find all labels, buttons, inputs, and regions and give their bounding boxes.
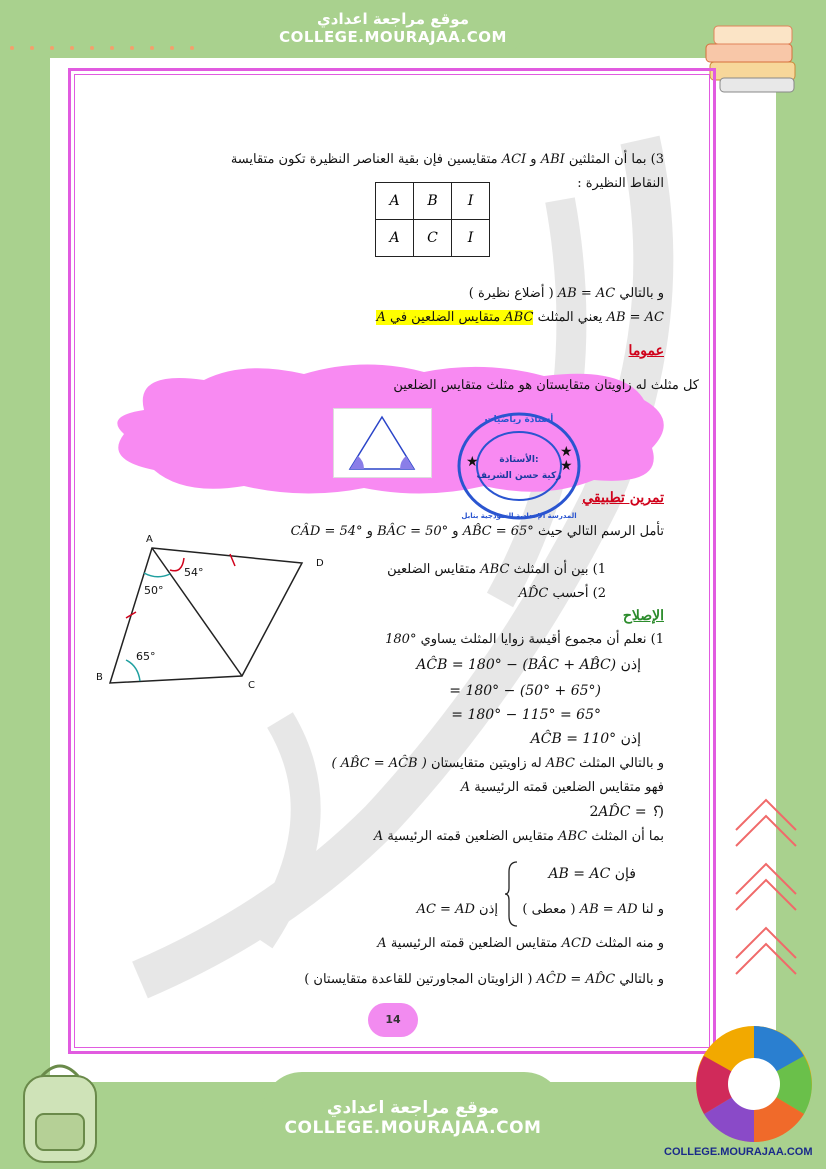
isosceles-triangle-figure (333, 408, 432, 478)
exercise-intro: تأمل الرسم التالي حيث AB̂C = 65° و BÂC = 50° و CÂD = 54° (290, 524, 664, 539)
solution-line3: = 180° − (50° + 65°) (449, 683, 601, 699)
table-cell: A (376, 220, 414, 257)
exercise-heading: تمرين تطبيقي (582, 490, 664, 506)
svg-text:★: ★ (560, 444, 573, 460)
decorative-dots (8, 40, 198, 56)
table-cell: I (452, 220, 490, 257)
angle-65: 65° (136, 650, 156, 663)
header-site-en[interactable]: COLLEGE.MOURAJAA.COM (279, 28, 507, 46)
solution-line13: و بالتالي AĈD = AD̂C ( الزاويتان المجاورتين للقاعدة متقايستان ) (304, 972, 664, 987)
table-row (376, 220, 490, 257)
solution-line2: إذن AĈB = 180° − (BÂC + AB̂C) (416, 657, 641, 673)
angle-54: 54° (184, 566, 204, 579)
solution-heading: الإصلاح (622, 608, 664, 624)
header-banner (262, 0, 524, 58)
solution-line8: (2AD̂C = ؟ (589, 804, 664, 820)
header-site-ar: موقع مراجعة اعدادي (317, 10, 469, 28)
geometry-figure (92, 528, 332, 696)
solution-line11-result: إذن AC = AD (416, 902, 498, 917)
solution-line7: فهو متقايس الضلعين قمته الرئيسية A (460, 780, 664, 795)
svg-text:★: ★ (466, 454, 479, 470)
part3-line3: و بالتالي AB = AC ( أضلاع نظيرة ) (468, 286, 664, 301)
table-cell: I (452, 183, 490, 220)
stamp-center-1: الأستاذة: (499, 455, 539, 465)
correspondence-table (375, 182, 490, 257)
general-heading: عموما (628, 343, 664, 359)
angle-50: 50° (144, 584, 164, 597)
general-statement: كل مثلث له زاويتان متقايستان هو مثلث متقايس الضلعين (393, 378, 699, 393)
page-number: 14 (368, 1003, 418, 1037)
subjects-wheel-logo (694, 1024, 814, 1144)
svg-text:★: ★ (560, 458, 573, 474)
footer-brand[interactable]: COLLEGE.MOURAJAA.COM (664, 1146, 813, 1158)
exercise-q2: 2) أحسب AD̂C (518, 586, 606, 601)
part3-line4: AB = AC يعني المثلث ABC متقايس الضلعين في A (376, 310, 664, 325)
footer-site-ar: موقع مراجعة اعدادي (326, 1098, 500, 1118)
solution-line10: فإن AB = AC (548, 866, 636, 882)
solution-line9: بما أن المثلث ABC متقايس الضلعين قمته الرئيسية A (373, 829, 664, 844)
table-row (376, 183, 490, 220)
solution-line6: و بالتالي المثلث ABC له زاويتين متقايستان ( AB̂C = AĈB ) (331, 756, 664, 771)
footer-banner (262, 1072, 564, 1169)
chevron-decoration-icon (732, 790, 802, 1050)
brace (505, 860, 519, 928)
solution-line11: و لنا AB = AD ( معطى ) (522, 902, 664, 917)
stamp-ring-top: أستاذة رياضيات (484, 415, 554, 425)
exercise-q1: 1) بين أن المثلث ABC متقايس الضلعين (387, 562, 606, 577)
label-C: C (248, 680, 255, 691)
part3-line1: 3) بما أن المثلثين ABI و ACI متقايسين فإن بقية العناصر النظيرة تكون متقايسة (230, 152, 664, 167)
solution-line1: 1) نعلم أن مجموع أقيسة زوايا المثلث يساوي 180° (385, 632, 664, 647)
label-D: D (316, 558, 324, 569)
backpack-icon (12, 1058, 108, 1166)
solution-line5: إذن AĈB = 110° (530, 731, 641, 747)
label-A: A (146, 534, 153, 545)
table-cell: B (414, 183, 452, 220)
label-B: B (96, 672, 103, 683)
footer-site-en[interactable]: COLLEGE.MOURAJAA.COM (284, 1118, 542, 1138)
stamp-ring-bottom: المدرسة الإعدادية النموذجية بنابل (461, 512, 577, 520)
table-cell: A (376, 183, 414, 220)
stamp-center-2: زكية حسن الشريف (476, 471, 562, 481)
teacher-stamp (454, 408, 584, 528)
part3-line2: النقاط النظيرة : (577, 176, 664, 191)
solution-line12: و منه المثلث ACD متقايس الضلعين قمته الرئيسية A (377, 936, 664, 951)
table-cell: C (414, 220, 452, 257)
solution-line4: = 180° − 115° = 65° (451, 707, 601, 723)
